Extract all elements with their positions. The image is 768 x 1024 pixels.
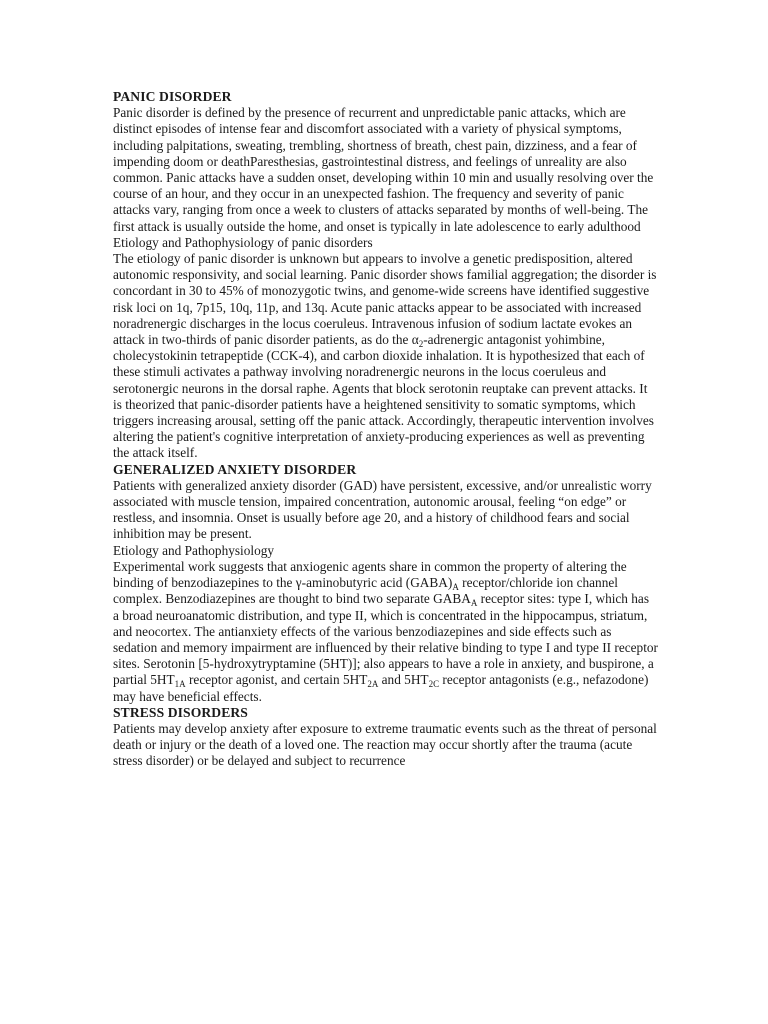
- panic-disorder-paragraph: Panic disorder is defined by the presence of recurrent and unpredictable panic attacks, which are distinct episodes of intense fear and discomfort associated with a variety of physical symptoms, including palpitations, sweating, trembling, shortness of breath, chest pain, dizziness, and a fear of impending doom or deathParesthesias, gastrointestinal distress, and feelings of unreality are also common. Panic attacks have a sudden onset, developing within 10 min and usually resolving over the course of an hour, and they occur in an unexpected fashion. The frequency and severity of panic attacks vary, ranging from once a week to clusters of attacks separated by months of well-being. The first attack is usually outside the home, and onset is typically in late adolescence to early adulthood: [113, 105, 654, 234]
- subscript: A: [452, 582, 459, 593]
- gad-etiology-subheading: Etiology and Pathophysiology: [113, 542, 275, 558]
- text-segment: The etiology of panic disorder is unknown but appears to involve a genetic predisposition, altered autonomic responsivity, and social learning. Panic disorder shows familial aggregation; the disorder is concordant in 30 to 45% of monozygotic twins, and genome-wide screens have identified suggestive risk loci on 1q, 7p15, 10q, 11p, and 13q. Acute panic attacks appear to be associated with increased noradrenergic discharges in the locus coeruleus. Intravenous infusion of sodium lactate evokes an attack in two-thirds of panic disorder patients, as do the α: [113, 251, 657, 348]
- text-segment: Experimental work suggests that anxiogenic agents share in common the property of altering the binding of benzodiazepines to the γ-aminobutyric acid (GABA): [113, 558, 627, 591]
- text-segment: receptor agonist, and certain 5HT: [185, 672, 368, 688]
- subscript: 2A: [367, 679, 379, 690]
- subscript: 1A: [174, 679, 186, 690]
- panic-etiology-paragraph: [113, 251, 658, 462]
- subscript: 2: [418, 339, 424, 350]
- subscript: 2C: [428, 679, 440, 690]
- text-segment: and 5HT: [378, 672, 429, 688]
- text-segment: receptor/chloride ion channel complex. Benzodiazepines are thought to bind two separate GABA: [113, 575, 618, 607]
- section-heading-panic-disorder: PANIC DISORDER: [113, 89, 232, 104]
- text-segment: receptor antagonists (e.g., nefazodone) may have beneficial effects.: [113, 672, 649, 704]
- stress-disorders-paragraph: Patients may develop anxiety after exposure to extreme traumatic events such as the threat of personal death or injury or the death of a loved one. The reaction may occur shortly after the trauma (acute stress disorder) or be delayed and subject to recurrence: [113, 720, 657, 769]
- subscript: A: [470, 598, 478, 609]
- section-heading-stress-disorders: STRESS DISORDERS: [113, 704, 248, 720]
- text-segment: receptor sites: type I, which has a broad neuroanatomic distribution, and type II, which is concentrated in the hippocampus, striatum, and neocortex. The antianxiety effects of the various benzodiazepines and side effects such as sedation and memory impairment are influenced by their relative binding to type I and type II receptor sites. Serotonin [5-hydroxytryptamine (5HT)]; also appears to have a role in anxiety, and buspirone, a partial 5HT: [113, 591, 658, 688]
- section-heading-generalized-anxiety-disorder: GENERALIZED ANXIETY DISORDER: [113, 461, 357, 477]
- gad-etiology-paragraph: [113, 559, 658, 705]
- text-segment: -adrenergic antagonist yohimbine, cholecystokinin tetrapeptide (CCK-4), and carbon dioxide inhalation. It is hypothesized that each of these stimuli activates a pathway involving noradrenergic neurons in the locus coeruleus and serotonergic neurons in the dorsal raphe. Agents that block serotonin reuptake can prevent attacks. It is theorized that panic-disorder patients have a heightened sensitivity to somatic symptoms, which triggers increasing arousal, setting off the panic attack. Accordingly, therapeutic intervention involves altering the patient's cognitive interpretation of anxiety-producing experiences as well as preventing the attack itself.: [113, 332, 654, 461]
- document-page: [113, 89, 658, 770]
- gad-paragraph: Patients with generalized anxiety disorder (GAD) have persistent, excessive, and/or unrealistic worry associated with muscle tension, impaired concentration, autonomic arousal, feeling “on edge” or restless, and insomnia. Onset is usually before age 20, and a history of childhood fears and social inhibition may be present.: [113, 477, 652, 542]
- panic-etiology-subheading: Etiology and Pathophysiology of panic disorders: [113, 234, 373, 250]
